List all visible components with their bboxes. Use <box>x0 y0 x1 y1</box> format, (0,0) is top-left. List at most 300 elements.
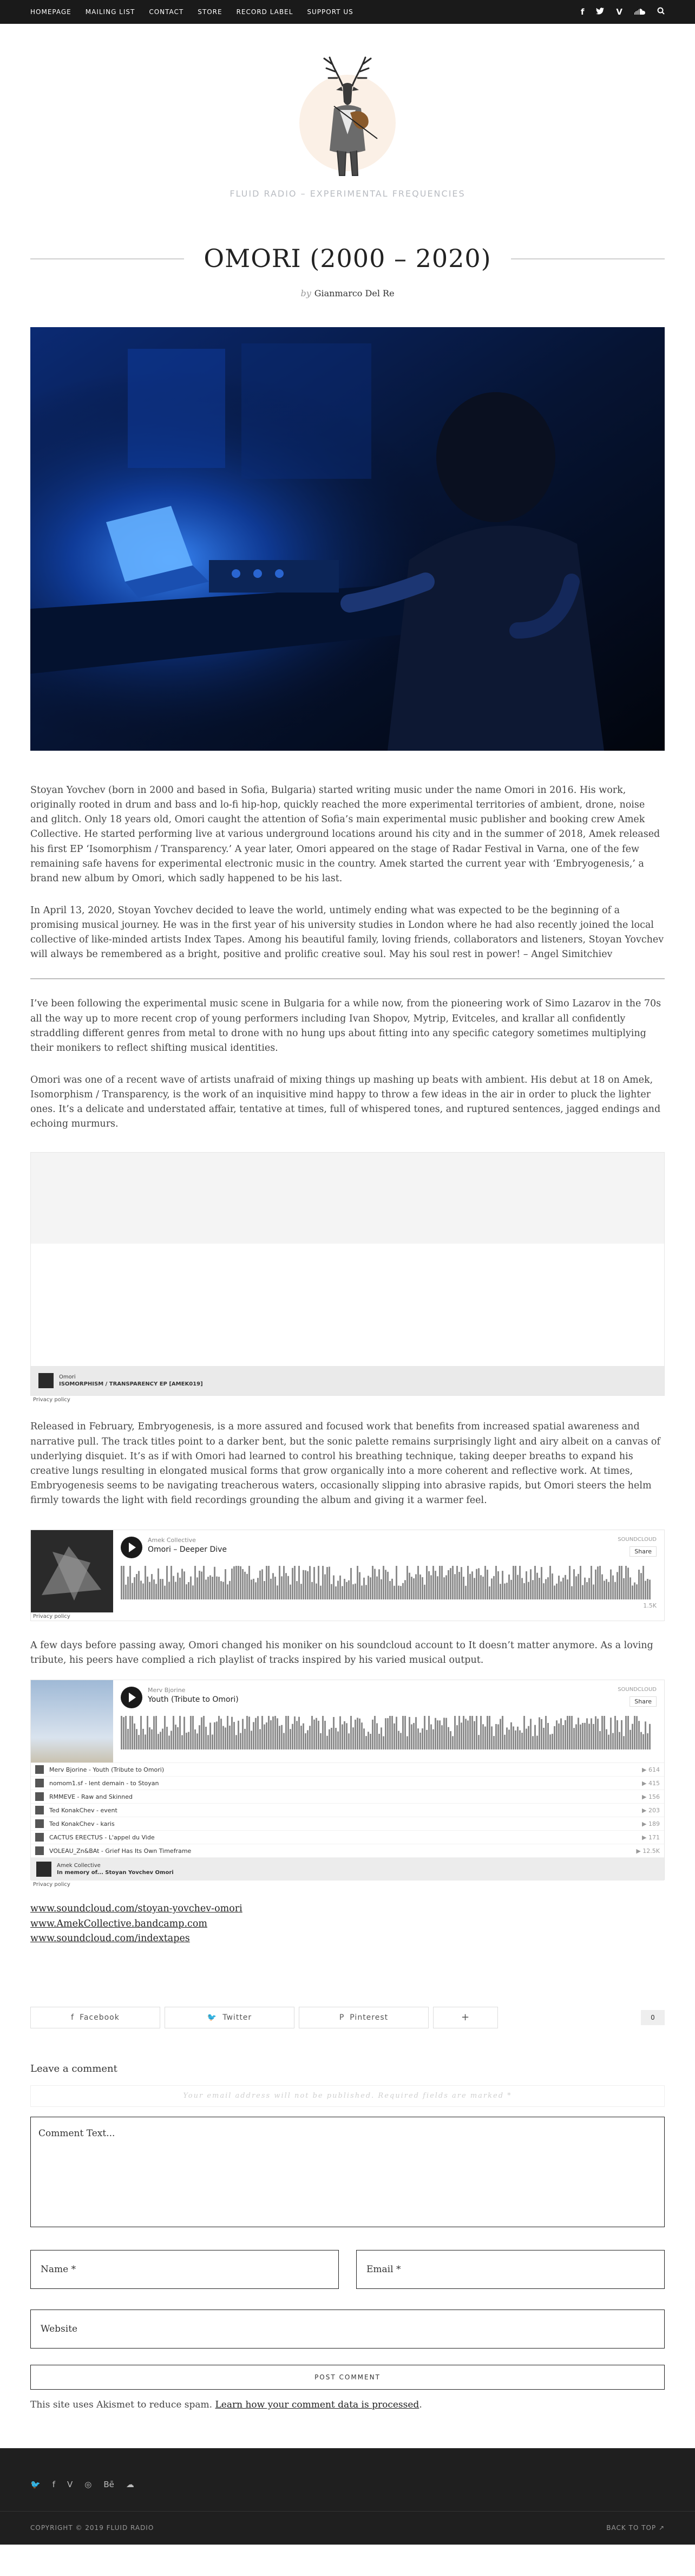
soundcloud-logo[interactable]: SOUNDCLOUD <box>618 1687 657 1693</box>
waveform-bar <box>584 1723 586 1749</box>
waveform-bar <box>216 1722 218 1750</box>
waveform-bar <box>627 1568 629 1600</box>
waveform-bar <box>515 1731 516 1749</box>
article-paragraph: Released in February, Embryogenesis, is a more assured and focused work that benefits from increased spatial awareness and narrative pull. The track titles point to a darker bent, but the sonic palette remains surprisingly light and airy albeit on a canvas of underlying disquiet. It’s as if with Omori had learned to control his breathing technique, taking deeper breaths to expand his creative lungs resulting in elongated musical forms that grow organically into a more coherent and reflective work. At times, Embryogenesis seems to be navigating treacherous waters, occasionally slipping into abrasive rapids, but Omori steers the helm firmly towards the light with field recordings grounding the album and giving it a warmer feel. <box>30 1421 660 1506</box>
waveform-bar <box>487 1716 488 1749</box>
waveform-bar <box>175 1725 176 1750</box>
waveform-bar <box>513 1566 514 1599</box>
article-paragraph: Stoyan Yovchev (born in 2000 and based in Sofia, Bulgaria) started writing music under the name Omori in 2016. His work, originally rooted in drum and bass and lo-fi hip-hop, quickly reached the more experimental territories of ambient, drone, noise and glitch. Only 18 years old, Omori caught the attention of Sofia’s main experimental music publisher and booking crew Amek Collective. He started performing live at various underground locations around his city and in the summer of 2018, Amek released his first EP ‘Isomorphism / Transparency.’ A year later, Omori appeared on the stage of Radar Festival in Varna, one of the few remaining safe havens for experimental electronic music in the country. Amek started the current year with ‘Embryogenesis,’ a brand new album by Omori, which sadly happened to be his last. <box>30 785 660 884</box>
waveform-bar <box>385 1570 386 1599</box>
waveform-bar <box>493 1736 495 1749</box>
waveform-bar <box>456 1726 458 1750</box>
stag-violinist-logo <box>296 48 399 183</box>
post-comment-button[interactable]: POST COMMENT <box>30 2365 665 2390</box>
waveform-bar <box>530 1719 532 1750</box>
waveform-bar <box>619 1566 620 1599</box>
soundcloud-icon[interactable] <box>634 7 645 17</box>
waveform-bar <box>363 1578 365 1599</box>
waveform-bar <box>413 1578 415 1599</box>
waveform-bar <box>134 1723 135 1749</box>
article-paragraph: Omori was one of a recent wave of artists unafraid of mixing things up mashing up beats with ambient. His debut at 18 on Amek, Isomorphism / Transparency, is the work of an inquisitive mind happy to throw a few ideas in the air in order to pluck the lighter ones. It’s a delicate and understated affair, tentative at times, full of whispered tones, and ruptured sentences, jagged endings and echoing murmurs. <box>30 1074 661 1130</box>
waveform-bar <box>294 1716 296 1749</box>
waveform-bar <box>565 1575 566 1599</box>
waveform-bar <box>218 1716 220 1749</box>
waveform-bar <box>171 1566 172 1599</box>
waveform-bar <box>268 1566 270 1599</box>
waveform-bar <box>227 1584 228 1599</box>
waveform-bar <box>608 1735 609 1749</box>
facebook-icon[interactable]: f <box>52 2479 55 2489</box>
waveform-bar <box>599 1566 601 1599</box>
waveform-bar <box>283 1566 285 1599</box>
waveform-bar <box>361 1723 363 1750</box>
playlist-artwork <box>31 1680 113 1762</box>
track-name: nomom1.sf - lent demain - to Stoyan <box>49 1779 159 1787</box>
waveform-bar <box>419 1733 421 1749</box>
waveform-bar <box>326 1567 328 1599</box>
waveform-bar <box>450 1568 451 1599</box>
waveform-bar <box>346 1582 348 1599</box>
twitter-icon[interactable] <box>596 7 604 17</box>
waveform-bar <box>547 1577 549 1599</box>
waveform-bar <box>296 1581 298 1599</box>
waveform-bar <box>484 1727 486 1749</box>
soundcloud-icon[interactable]: ☁ <box>126 2479 134 2489</box>
waveform-bar <box>491 1727 493 1750</box>
waveform-bar <box>292 1568 293 1599</box>
waveform-bar <box>500 1719 501 1749</box>
email-field[interactable]: Email * <box>356 2250 665 2289</box>
waveform-bar <box>409 1573 410 1599</box>
share-bar <box>0 2007 695 2028</box>
nav-support-us[interactable]: SUPPORT US <box>307 8 353 16</box>
waveform-bar <box>640 1573 642 1599</box>
waveform-bar <box>138 1735 140 1750</box>
waveform-bar <box>558 1576 560 1599</box>
waveform-bar <box>153 1579 155 1599</box>
waveform-bar <box>168 1582 170 1599</box>
waveform-bar <box>181 1569 183 1600</box>
waveform-bar <box>586 1582 588 1599</box>
share-button[interactable]: Share <box>630 1696 657 1707</box>
waveform-bar <box>562 1578 564 1599</box>
waveform-bar <box>467 1721 469 1750</box>
track-name: Ted KonakChev - event <box>49 1806 117 1814</box>
share-twitter-button[interactable] <box>165 2007 294 2028</box>
footer-bottom-bar <box>0 2511 695 2545</box>
waveform-bar <box>517 1575 519 1599</box>
twitter-icon[interactable]: 🐦 <box>30 2479 41 2489</box>
waveform-bar <box>396 1566 397 1599</box>
waveform-bar <box>160 1732 161 1750</box>
waveform-bar <box>519 1731 521 1749</box>
waveform-bar <box>145 1735 146 1750</box>
embed-content-area <box>31 1244 664 1366</box>
waveform-bar <box>145 1566 146 1599</box>
waveform-bar <box>333 1576 335 1599</box>
waveform-bar <box>617 1720 618 1749</box>
waveform-bar <box>296 1721 298 1750</box>
waveform-bar <box>636 1584 638 1599</box>
waveform-bar <box>335 1728 337 1749</box>
soundcloud-omori-link[interactable]: www.soundcloud.com/stoyan-yovchev-omori <box>30 1903 242 1915</box>
playlist-track[interactable] <box>31 1817 664 1831</box>
waveform-bar <box>359 1572 360 1599</box>
waveform-bar <box>573 1728 575 1750</box>
track-plays: ▶ 203 <box>642 1806 660 1814</box>
waveform-bar <box>355 1720 356 1749</box>
nav-store[interactable]: STORE <box>198 8 222 16</box>
waveform-bar <box>649 1724 651 1749</box>
waveform-bar <box>437 1576 438 1599</box>
uploader-name[interactable]: Amek Collective <box>148 1537 196 1544</box>
waveform-bar <box>372 1720 373 1749</box>
playlist-footer[interactable] <box>31 1858 664 1881</box>
waveform-bar <box>244 1572 246 1599</box>
waveform-bar <box>292 1724 293 1749</box>
waveform-bar <box>365 1736 367 1749</box>
track-name: CACTUS ERECTUS - L'appel du Vide <box>49 1833 155 1841</box>
waveform-bar <box>528 1726 529 1749</box>
waveform-bar <box>220 1719 222 1749</box>
track-name: VOLEAU_Zn&BAt - Grief Has Its Own Timeframe <box>49 1847 192 1855</box>
waveform-bar <box>255 1718 257 1749</box>
waveform-bar <box>307 1571 309 1599</box>
waveform-bar <box>231 1569 233 1599</box>
waveform-bar <box>298 1717 300 1749</box>
waveform-bar <box>218 1577 220 1599</box>
waveform-bar <box>387 1719 389 1750</box>
waveform-bar <box>138 1571 140 1600</box>
waveform-bar <box>575 1576 577 1599</box>
waveform-bar <box>225 1569 226 1599</box>
waveform-bar <box>216 1577 218 1599</box>
nav-record-label[interactable]: RECORD LABEL <box>236 8 293 16</box>
waveform-bar <box>588 1724 590 1750</box>
waveform-bar <box>381 1579 382 1599</box>
back-to-top-link[interactable]: BACK TO TOP ↗ <box>606 2524 665 2532</box>
akismet-link[interactable]: Learn how your comment data is processed <box>215 2399 419 2410</box>
waveform-bar <box>181 1735 183 1749</box>
waveform-bar <box>339 1716 341 1749</box>
waveform-bar <box>404 1716 406 1749</box>
waveform-bar <box>441 1566 443 1599</box>
track-title[interactable]: Youth (Tribute to Omori) <box>148 1695 239 1705</box>
waveform-bar <box>521 1578 523 1600</box>
waveform-bar <box>238 1721 239 1749</box>
waveform-bar <box>175 1582 176 1600</box>
instagram-icon[interactable]: ◎ <box>84 2479 92 2489</box>
waveform-bar <box>335 1586 337 1599</box>
pinterest-icon: P <box>339 2013 345 2022</box>
site-footer <box>0 2448 695 2545</box>
site-logo[interactable] <box>296 48 399 183</box>
waveform-bar <box>235 1735 237 1750</box>
waveform-bar <box>205 1727 207 1749</box>
privacy-policy-link[interactable]: Privacy policy <box>33 1397 70 1403</box>
vimeo-icon[interactable]: V <box>616 7 622 17</box>
waveform-bar <box>268 1716 270 1749</box>
waveform-bar <box>604 1581 605 1600</box>
playlist-title: In memory of... Stoyan Yovchev Omori <box>57 1870 174 1876</box>
uploader-name[interactable]: Merv Bjorine <box>148 1687 186 1694</box>
waveform-bar <box>536 1736 538 1749</box>
waveform-bar <box>147 1716 148 1749</box>
soundcloud-playlist-player[interactable] <box>30 1680 665 1888</box>
waveform-bar <box>554 1726 555 1749</box>
bandcamp-embed[interactable] <box>30 1152 665 1403</box>
waveform-bar <box>290 1729 291 1750</box>
waveform-bar <box>385 1719 386 1750</box>
waveform-bar <box>196 1734 198 1750</box>
article-paragraph: I’ve been following the experimental music scene in Bulgaria for a while now, from the pioneering work of Simo Lazarov in the 70s all the way up to more recent crop of young performers including Ivan Shopov, Mytrip, Evitceles, and krallar all confidently straddling different genres from metal to drone with no hung ups about fitting into any specific category sometimes multiplying their monikers to reflect shifting musical identities. <box>30 998 661 1053</box>
waveform-bar <box>595 1570 596 1599</box>
waveform-bar <box>478 1568 480 1599</box>
waveform-bar <box>417 1729 419 1750</box>
waveform-bar <box>398 1731 399 1749</box>
waveform-bar <box>593 1585 594 1600</box>
waveform-bar <box>140 1716 142 1749</box>
waveform-bar <box>220 1581 222 1599</box>
waveform-bar <box>359 1719 360 1749</box>
waveform-bar <box>313 1720 315 1749</box>
waveform-bar <box>350 1716 352 1749</box>
website-field[interactable]: Website <box>30 2310 665 2349</box>
waveform-bar <box>645 1581 646 1599</box>
waveform-bar <box>318 1721 319 1749</box>
waveform-bar <box>504 1735 506 1749</box>
track-plays: ▶ 12.5K <box>636 1847 660 1855</box>
waveform-bar <box>201 1572 202 1599</box>
waveform-bar <box>277 1585 278 1599</box>
waveform-bar <box>497 1571 499 1599</box>
name-field[interactable]: Name * <box>30 2250 339 2289</box>
waveform-bar <box>240 1566 241 1599</box>
waveform-bar <box>309 1566 311 1599</box>
waveform-bar <box>214 1722 215 1749</box>
waveform-bar <box>331 1584 332 1599</box>
waveform-bar <box>480 1716 482 1749</box>
playlist-track[interactable] <box>31 1831 664 1844</box>
waveform-bar <box>575 1725 577 1750</box>
waveform-bar <box>573 1569 575 1599</box>
waveform-bar <box>569 1566 571 1599</box>
waveform-bar <box>398 1586 399 1600</box>
waveform-bar <box>461 1723 462 1750</box>
waveform-bar <box>465 1586 467 1599</box>
nav-mailing-list[interactable]: MAILING LIST <box>85 8 135 16</box>
embed-artist: Omori <box>59 1374 76 1381</box>
waveform-bar <box>368 1576 369 1599</box>
waveform-bar <box>283 1733 285 1750</box>
waveform-bar <box>582 1723 583 1749</box>
author-link[interactable]: Gianmarco Del Re <box>314 288 395 298</box>
waveform-bar <box>640 1732 642 1749</box>
waveform-bar <box>264 1581 265 1599</box>
waveform-bar <box>212 1735 213 1750</box>
waveform-bar <box>562 1725 564 1749</box>
comment-textarea[interactable]: Comment Text... <box>30 2117 665 2227</box>
play-button[interactable] <box>121 1687 142 1708</box>
search-icon[interactable] <box>657 7 665 17</box>
waveform-bar <box>606 1729 607 1749</box>
soundcloud-player[interactable] <box>30 1530 665 1621</box>
waveform-bar <box>329 1729 330 1749</box>
waveform[interactable] <box>121 1716 651 1755</box>
vimeo-icon[interactable]: V <box>67 2479 73 2489</box>
track-plays: ▶ 614 <box>642 1766 660 1773</box>
waveform-bar <box>199 1726 200 1750</box>
waveform-bar <box>543 1728 545 1749</box>
playlist-track[interactable] <box>31 1777 664 1790</box>
track-thumb <box>35 1779 44 1787</box>
waveform-bar <box>469 1574 471 1599</box>
waveform-bar <box>274 1577 276 1599</box>
album-thumbnail <box>38 1373 54 1388</box>
waveform-bar <box>391 1579 393 1599</box>
waveform[interactable] <box>121 1566 651 1605</box>
waveform-bar <box>465 1719 467 1750</box>
waveform-bar <box>158 1734 159 1750</box>
waveform-bar <box>229 1581 231 1599</box>
waveform-bar <box>149 1727 150 1749</box>
waveform-bar <box>183 1717 185 1749</box>
waveform-bar <box>523 1583 525 1599</box>
waveform-bar <box>149 1582 150 1599</box>
waveform-bar <box>171 1731 172 1750</box>
waveform-bar <box>173 1576 174 1599</box>
play-button[interactable] <box>121 1537 142 1558</box>
waveform-bar <box>309 1726 311 1750</box>
waveform-bar <box>558 1723 560 1749</box>
waveform-bar <box>331 1728 332 1749</box>
waveform-bar <box>166 1727 168 1749</box>
waveform-bar <box>567 1716 568 1749</box>
waveform-bar <box>188 1732 189 1749</box>
post-title: OMORI (2000 – 2020) <box>184 244 510 273</box>
privacy-policy-link[interactable]: Privacy policy <box>33 1882 70 1888</box>
waveform-bar <box>495 1566 497 1599</box>
waveform-bar <box>565 1720 566 1749</box>
article-paragraph: In April 13, 2020, Stoyan Yovchev decided to leave the world, untimely ending what was expected to be the beginning of a promising musical journey. He was in the first year of his university studies in London where he had also recently joined the local collective of like-minded artists Index Tapes. Among his beautiful family, loving friends, collaborators and listeners, Stoyan Yovchev will always be remembered as a bright, positive and prolific creative soul. May his soul rest in power! – Angel Simitchiev <box>30 905 664 960</box>
waveform-bar <box>378 1569 380 1599</box>
waveform-bar <box>638 1570 640 1599</box>
waveform-bar <box>207 1577 209 1599</box>
waveform-bar <box>580 1566 581 1599</box>
waveform-bar <box>125 1716 127 1749</box>
waveform-bar <box>528 1582 529 1599</box>
share-pinterest-button[interactable] <box>299 2007 429 2028</box>
share-facebook-label: Facebook <box>80 2013 120 2022</box>
waveform-bar <box>162 1579 163 1599</box>
waveform-bar <box>231 1717 233 1749</box>
share-button[interactable]: Share <box>630 1546 657 1557</box>
waveform-bar <box>376 1723 378 1749</box>
waveform-bar <box>227 1716 228 1749</box>
waveform-bar <box>272 1716 274 1749</box>
waveform-bar <box>203 1716 205 1749</box>
waveform-bar <box>539 1578 540 1599</box>
waveform-bar <box>214 1567 215 1599</box>
waveform-bar <box>158 1569 159 1599</box>
track-thumb <box>35 1846 44 1855</box>
waveform-bar <box>307 1731 309 1750</box>
waveform-bar <box>476 1569 477 1599</box>
waveform-bar <box>556 1584 558 1599</box>
waveform-bar <box>344 1721 345 1749</box>
waveform-bar <box>277 1719 278 1750</box>
soundcloud-logo[interactable]: SOUNDCLOUD <box>618 1537 657 1543</box>
privacy-policy-link[interactable]: Privacy policy <box>33 1614 70 1620</box>
waveform-bar <box>638 1721 640 1750</box>
waveform-bar <box>541 1567 542 1599</box>
waveform-bar <box>521 1733 523 1749</box>
behance-icon[interactable]: Bē <box>103 2479 114 2489</box>
nav-contact[interactable]: CONTACT <box>149 8 184 16</box>
nav-homepage[interactable]: HOMEPAGE <box>30 8 71 16</box>
playlist-owner: Amek Collective <box>57 1863 101 1869</box>
playlist-info <box>57 1862 174 1876</box>
waveform-bar <box>396 1717 397 1749</box>
post-title-row <box>0 229 695 288</box>
waveform-bar <box>508 1730 510 1750</box>
waveform-bar <box>194 1566 196 1599</box>
playlist-track[interactable] <box>31 1844 664 1858</box>
waveform-bar <box>402 1716 404 1749</box>
waveform-bar <box>233 1566 235 1599</box>
site-tagline: FLUID RADIO – EXPERIMENTAL FREQUENCIES <box>230 188 465 199</box>
embed-player-bar[interactable] <box>31 1366 664 1395</box>
waveform-bar <box>504 1584 506 1599</box>
waveform-bar <box>445 1576 447 1600</box>
index-tapes-link[interactable]: www.soundcloud.com/indextapes <box>30 1933 190 1944</box>
facebook-icon[interactable]: f <box>580 7 585 17</box>
waveform-bar <box>400 1733 402 1750</box>
share-more-button[interactable]: + <box>433 2007 498 2028</box>
waveform-bar <box>601 1716 603 1749</box>
waveform-bar <box>547 1723 549 1749</box>
waveform-bar <box>497 1725 499 1749</box>
waveform-bar <box>322 1566 324 1599</box>
playlist-track[interactable] <box>31 1804 664 1817</box>
waveform-bar <box>316 1718 317 1749</box>
track-title[interactable]: Omori – Deeper Dive <box>148 1545 227 1554</box>
playlist-track[interactable] <box>31 1763 664 1777</box>
waveform-bar <box>454 1716 456 1749</box>
waveform-bar <box>621 1720 622 1749</box>
waveform-bar <box>279 1566 280 1599</box>
waveform-bar <box>452 1736 454 1750</box>
waveform-bar <box>123 1718 124 1750</box>
waveform-bar <box>623 1736 625 1750</box>
waveform-bar <box>238 1566 239 1599</box>
share-facebook-button[interactable] <box>30 2007 160 2028</box>
waveform-bar <box>461 1567 462 1599</box>
waveform-bar <box>458 1572 460 1599</box>
waveform-bar <box>266 1566 267 1599</box>
waveform-bar <box>630 1577 631 1599</box>
akismet-period: . <box>419 2399 422 2410</box>
waveform-bar <box>136 1574 137 1599</box>
waveform-bar <box>604 1716 605 1749</box>
waveform-bar <box>474 1578 475 1599</box>
waveform-bar <box>452 1566 454 1599</box>
waveform-bar <box>411 1725 412 1749</box>
site-header <box>0 24 695 229</box>
waveform-bar <box>207 1735 209 1750</box>
amek-bandcamp-link[interactable]: www.AmekCollective.bandcamp.com <box>30 1918 207 1929</box>
playlist-track[interactable] <box>31 1790 664 1804</box>
